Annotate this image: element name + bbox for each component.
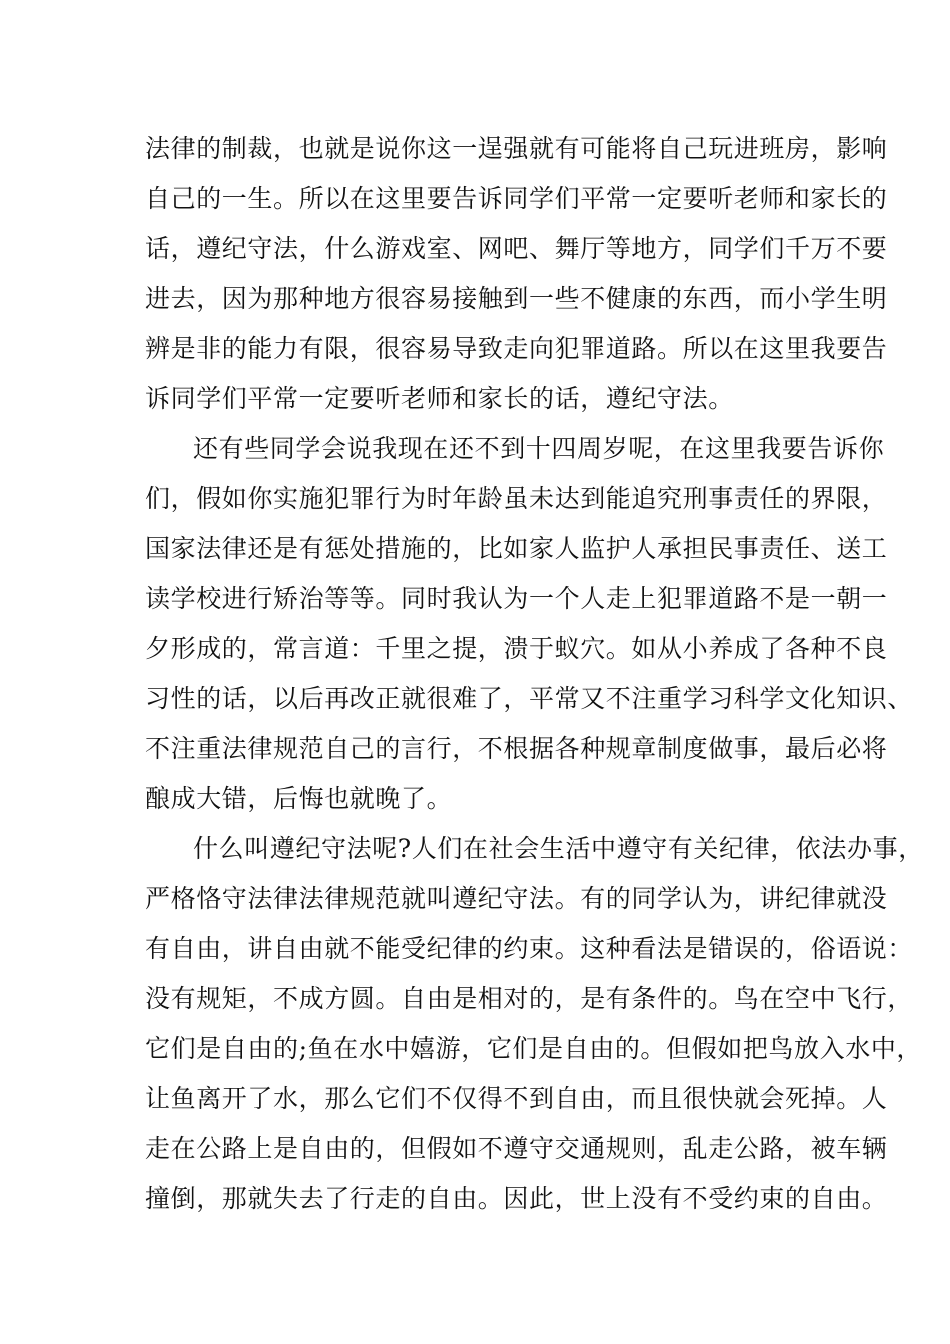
paragraph-first-line: 什么叫遵纪守法呢?人们在社会生活中遵守有关纪律，依法办事， — [193, 834, 924, 863]
text-line: 诉同学们平常一定要听老师和家长的话，遵纪守法。 — [145, 384, 734, 413]
paragraph-first-line: 还有些同学会说我现在还不到十四周岁呢，在这里我要告诉你 — [193, 434, 885, 463]
text-line: 读学校进行矫治等等。同时我认为一个人走上犯罪道路不是一朝一 — [145, 584, 888, 613]
text-line: 们，假如你实施犯罪行为时年龄虽未达到能追究刑事责任的界限， — [145, 484, 888, 513]
text-line: 夕形成的，常言道：千里之提，溃于蚁穴。如从小养成了各种不良 — [145, 634, 888, 663]
text-line: 严格恪守法律法律规范就叫遵纪守法。有的同学认为，讲纪律就没 — [145, 884, 888, 913]
text-line: 没有规矩，不成方圆。自由是相对的，是有条件的。鸟在空中飞行， — [145, 984, 914, 1013]
text-line: 酿成大错，后悔也就晚了。 — [145, 784, 453, 813]
text-line: 走在公路上是自由的，但假如不遵守交通规则，乱走公路，被车辆 — [145, 1134, 888, 1163]
text-line: 有自由，讲自由就不能受纪律的约束。这种看法是错误的，俗语说： — [145, 934, 914, 963]
text-line: 话，遵纪守法，什么游戏室、网吧、舞厅等地方，同学们千万不要 — [145, 234, 888, 263]
text-line: 它们是自由的;鱼在水中嬉游，它们是自由的。但假如把鸟放入水中， — [145, 1034, 923, 1063]
text-line: 法律的制裁，也就是说你这一逞强就有可能将自己玩进班房，影响 — [145, 134, 888, 163]
text-line: 自己的一生。所以在这里要告诉同学们平常一定要听老师和家长的 — [145, 184, 888, 213]
text-line: 国家法律还是有惩处措施的，比如家人监护人承担民事责任、送工 — [145, 534, 888, 563]
text-line: 习性的话，以后再改正就很难了，平常又不注重学习科学文化知识、 — [145, 684, 914, 713]
text-line: 辨是非的能力有限，很容易导致走向犯罪道路。所以在这里我要告 — [145, 334, 888, 363]
text-line: 不注重法律规范自己的言行，不根据各种规章制度做事，最后必将 — [145, 734, 888, 763]
text-line: 撞倒，那就失去了行走的自由。因此，世上没有不受约束的自由。 — [145, 1184, 888, 1213]
text-line: 让鱼离开了水，那么它们不仅得不到自由，而且很快就会死掉。人 — [145, 1084, 888, 1113]
text-line: 进去，因为那种地方很容易接触到一些不健康的东西，而小学生明 — [145, 284, 888, 313]
